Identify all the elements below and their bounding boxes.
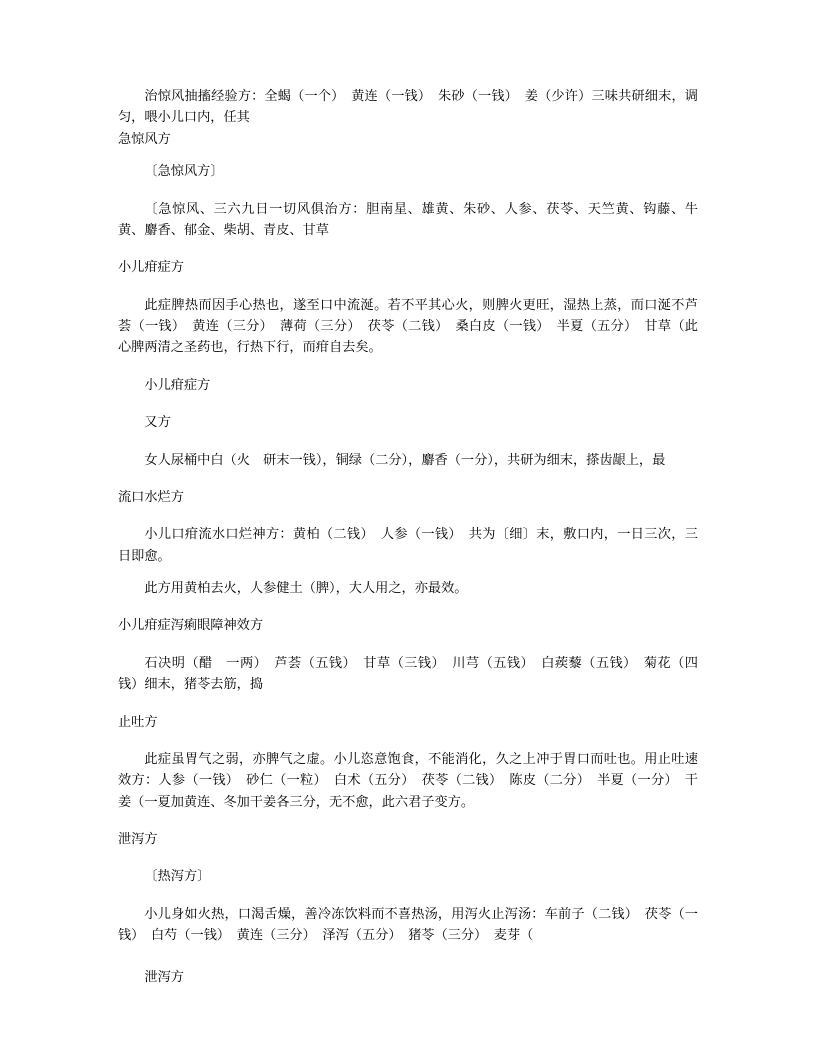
paragraph-eye-disorder-ingredients: 石决明（醋 一两） 芦荟（五钱） 甘草（三钱） 川芎（五钱） 白蒺藜（五钱） 菊花（四钱）细末，猪苓去筋，捣 [118,655,698,693]
paragraph-alternate-formula-label: 又方 [144,415,171,431]
paragraph-acute-fright-wind-detail: 〔急惊风、三六九日一切风俱治方：胆南星、雄黄、朱砂、人参、茯苓、天竺黄、钩藤、牛黄、麝香、郁金、柴胡、青皮、甘草 [118,201,698,238]
paragraph-diarrhea-formula-repeat: 泄泻方 [144,969,184,985]
paragraph-heat-diarrhea-detail: 小儿身如火热，口渴舌燥，善冷冻饮料而不喜热汤，用泻火止泻汤：车前子（二钱） 茯苓（一钱） 白芍（一钱） 黄连（三分） 泽泻（五分） 猪苓（三分） 麦芽（ [118,906,698,944]
paragraph-drooling-formula: 小儿口疳流水口烂神方：黄柏（二钱） 人参（一钱） 共为〔细〕末，敷口内，一日三次，三日即愈。 [118,527,698,564]
paragraph-heat-diarrhea-label: 〔热泻方〕 [144,869,211,885]
paragraph-malnutrition-explanation: 此症脾热而因手心热也，遂至口中流涎。若不平其心火，则脾火更旺，湿热上蒸，而口涎不芦荟（一钱） 黄连（三分） 薄荷（三分） 茯苓（二钱） 桑白皮（一钱） 半夏（五分） 甘草（此心脾两清之圣药也，行热下行，而疳自去矣。 [118,297,698,356]
heading-stop-vomiting-formula: 止吐方 [118,714,158,730]
paragraph-acute-fright-wind-formula: 〔急惊风方〕 [144,164,224,180]
heading-drooling-mouth-sore: 流口水烂方 [118,489,184,505]
document-body [118,86,698,988]
paragraph-treatment-intro: 治惊风抽搐经验方：全蝎（一个） 黄连（一钱） 朱砂（一钱） 姜（少许）三味共研细末，调匀，喂小儿口内，任其 [118,89,698,126]
heading-eye-disorder-formula: 小儿疳症泻痢眼障神效方 [118,618,264,634]
paragraph-stop-vomiting-detail: 此症虽胃气之弱，亦脾气之虚。小儿恣意饱食，不能消化，久之上冲于胃口而吐也。用止吐速效方：人参（一钱） 砂仁（一粒） 白术（五分） 茯苓（二钱） 陈皮（二分） 半夏（一分） 干姜（一夏加黄连、冬加干姜各三分，无不愈，此六君子变方。 [118,751,698,810]
heading-diarrhea-formula: 泄泻方 [118,832,158,847]
heading-child-malnutrition-formula: 小儿疳症方 [118,260,184,276]
paragraph-malnutrition-formula-repeat: 小儿疳症方 [144,377,211,393]
heading-acute-fright-wind: 急惊风方 [118,131,171,147]
paragraph-alternate-formula-detail: 女人尿桶中白（火 研末一钱），铜绿（二分），麝香（一分），共研为细末，搽齿龈上，最 [144,452,666,468]
paragraph-drooling-explanation: 此方用黄柏去火，人参健土（脾），大人用之，亦最效。 [144,581,468,596]
